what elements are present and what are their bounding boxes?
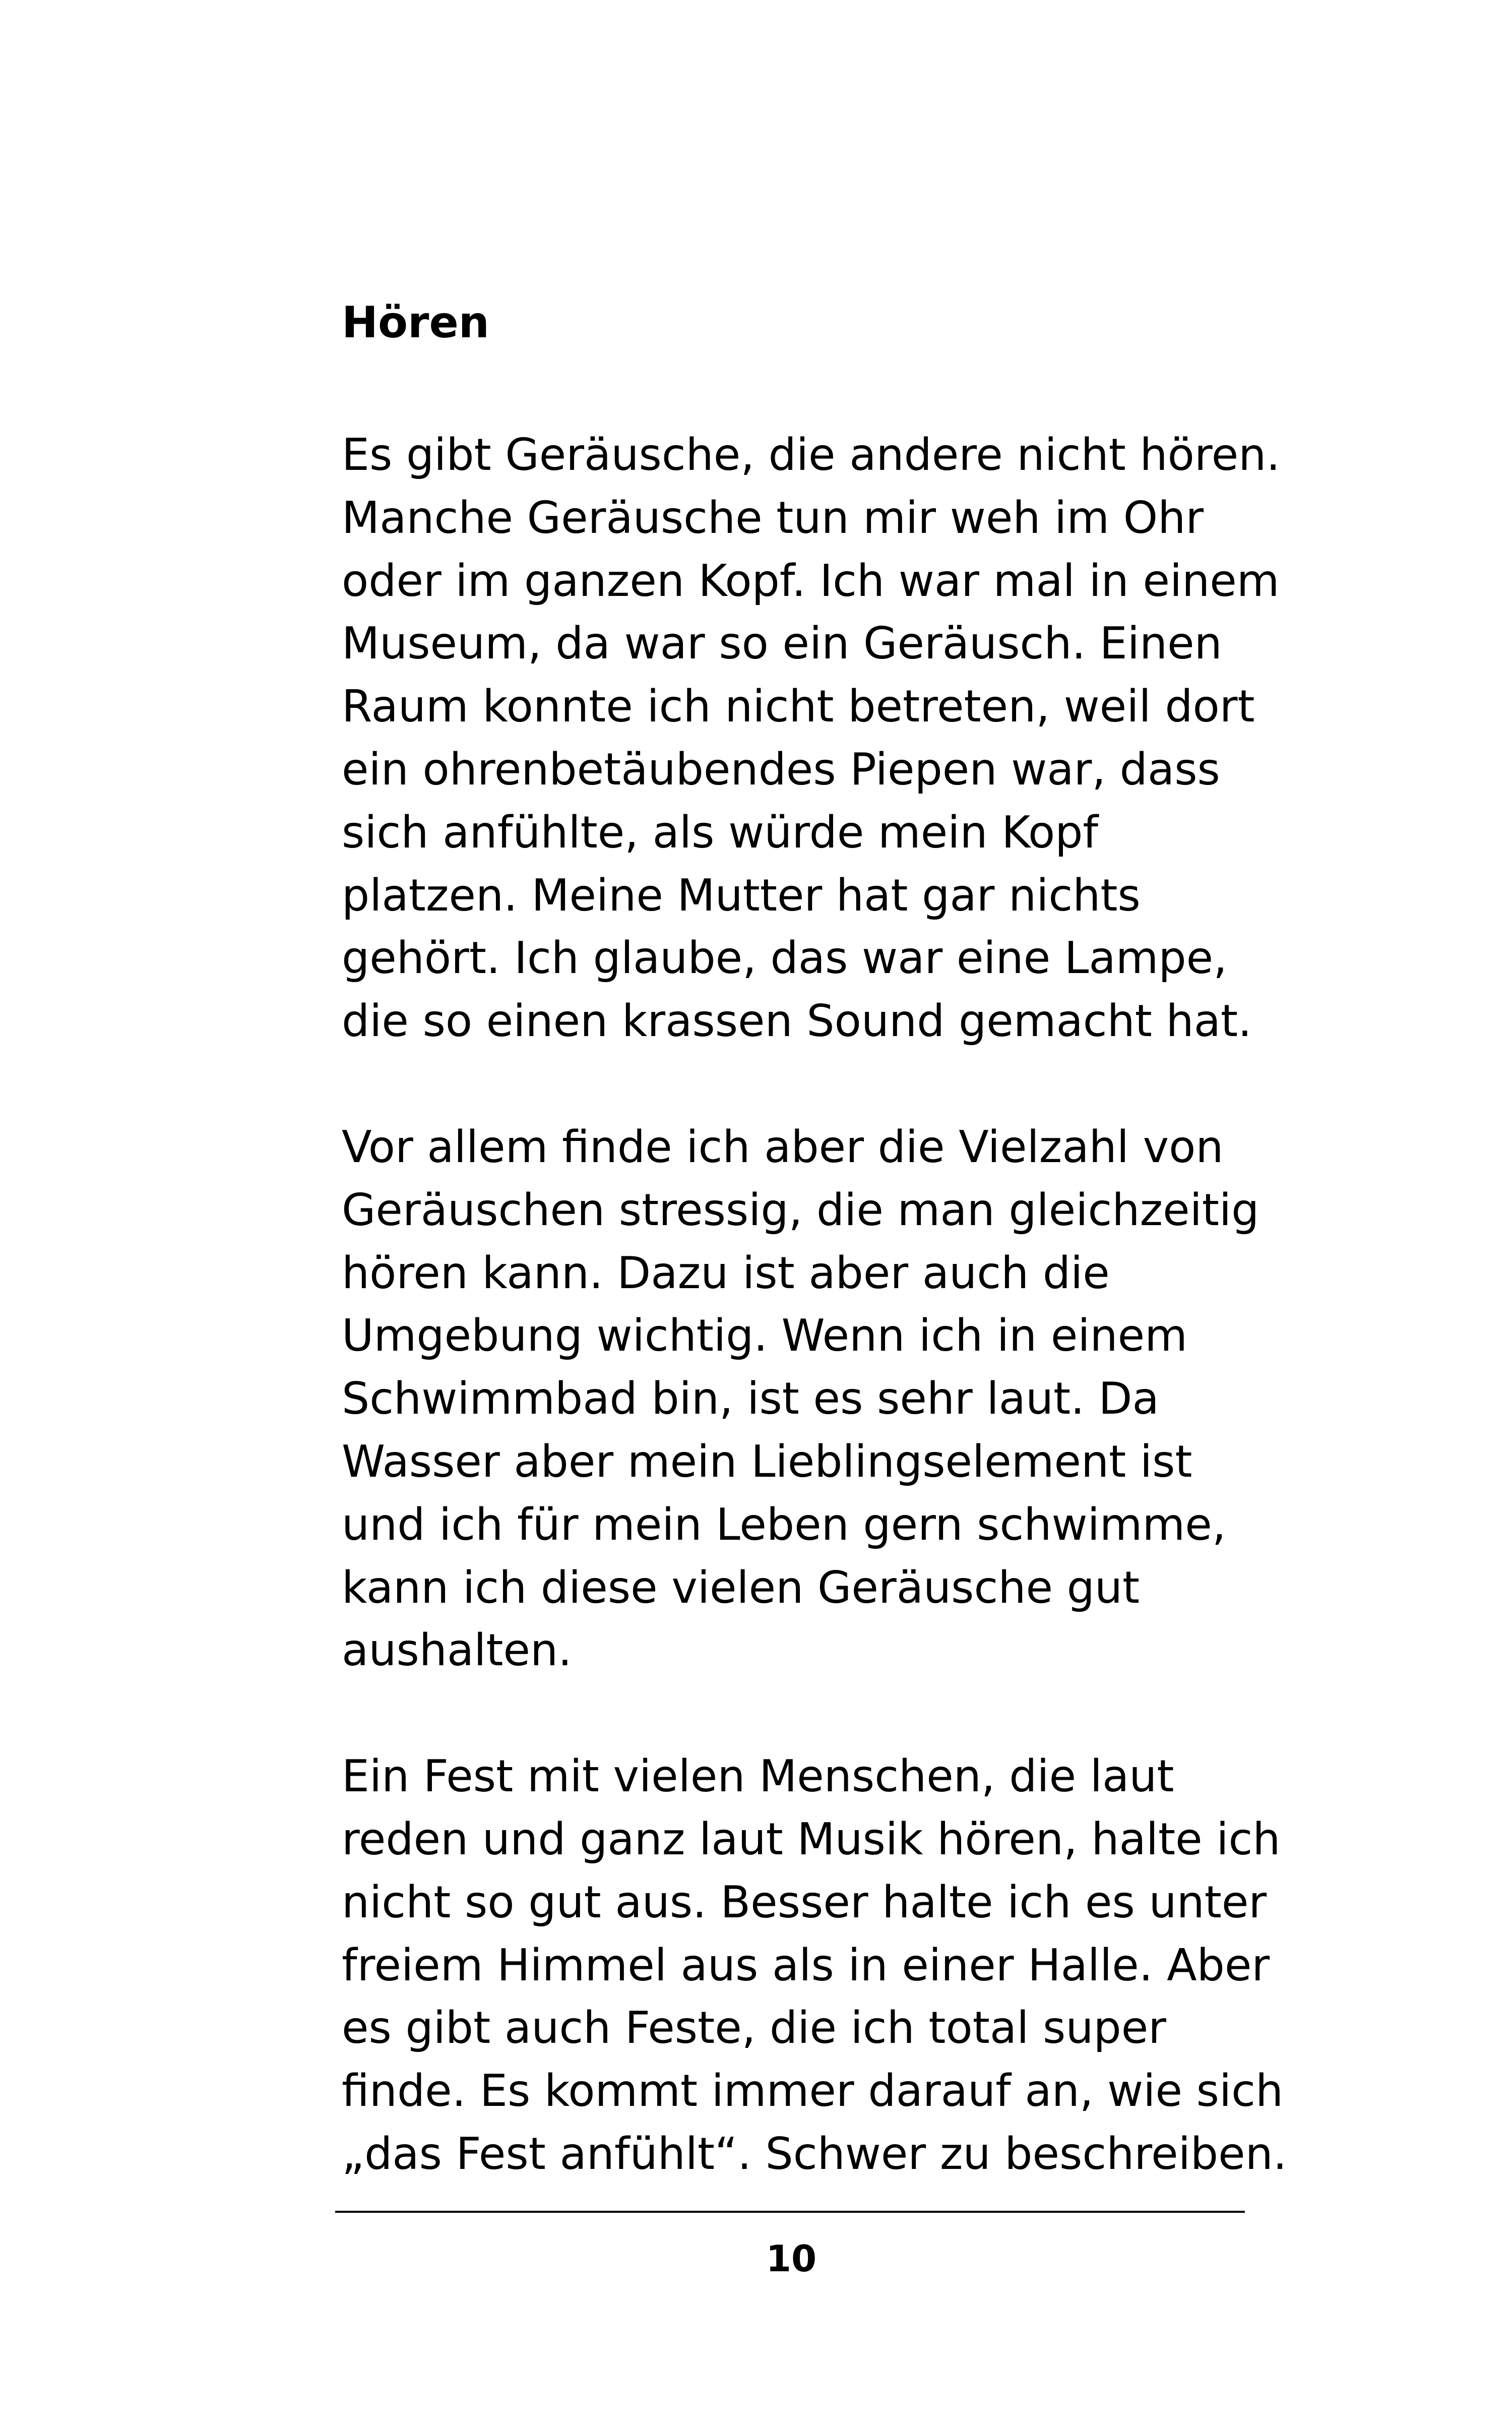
text-line: die so einen krassen Sound gemacht hat. bbox=[342, 995, 1252, 1047]
text-line: nicht so gut aus. Besser halte ich es unter bbox=[342, 1876, 1267, 1928]
text-line: Raum konnte ich nicht betreten, weil dort bbox=[342, 681, 1255, 733]
text-line: „das Fest anfühlt“. Schwer zu beschreiben. bbox=[342, 2128, 1287, 2180]
text-line: Wasser aber mein Lieblingselement ist bbox=[342, 1435, 1192, 1487]
text-line: finde. Es kommt immer darauf an, wie sich bbox=[342, 2065, 1284, 2117]
paragraph-1 bbox=[342, 424, 1281, 1053]
text-line: sich anfühlte, als würde mein Kopf bbox=[342, 806, 1099, 858]
text-line: und ich für mein Leben gern schwimme, bbox=[342, 1498, 1226, 1550]
text-line: kann ich diese vielen Geräusche gut bbox=[342, 1561, 1140, 1613]
text-line: Umgebung wichtig. Wenn ich in einem bbox=[342, 1310, 1187, 1362]
text-line: hören kann. Dazu ist aber auch die bbox=[342, 1247, 1110, 1299]
section-heading: Hören bbox=[342, 297, 490, 348]
text-line: es gibt auch Feste, die ich total super bbox=[342, 2002, 1167, 2054]
text-line: oder im ganzen Kopf. Ich war mal in einem bbox=[342, 555, 1280, 607]
text-line: Es gibt Geräusche, die andere nicht hören. bbox=[342, 429, 1281, 480]
text-line: Museum, da war so ein Geräusch. Einen bbox=[342, 618, 1222, 670]
text-line: platzen. Meine Mutter hat gar nichts bbox=[342, 869, 1141, 921]
paragraph-2 bbox=[342, 1116, 1264, 1682]
page-content bbox=[342, 297, 1287, 2249]
text-line: ein ohrenbetäubendes Piepen war, dass bbox=[342, 743, 1220, 795]
text-line: aushalten. bbox=[342, 1624, 572, 1676]
paragraph-3 bbox=[342, 1745, 1287, 2186]
page-number: 10 bbox=[766, 2237, 817, 2280]
text-line: Schwimmbad bin, ist es sehr laut. Da bbox=[342, 1373, 1159, 1425]
text-line: reden und ganz laut Musik hören, halte ich bbox=[342, 1813, 1281, 1865]
footer-divider bbox=[335, 2211, 1245, 2213]
text-line: Manche Geräusche tun mir weh im Ohr bbox=[342, 492, 1204, 543]
text-line: gehört. Ich glaube, das war eine Lampe, bbox=[342, 932, 1227, 984]
text-line: Vor allem finde ich aber die Vielzahl von bbox=[342, 1121, 1224, 1173]
text-line: Ein Fest mit vielen Menschen, die laut bbox=[342, 1750, 1174, 1802]
text-line: freiem Himmel aus als in einer Halle. Aber bbox=[342, 1939, 1270, 1991]
text-line: Geräuschen stressig, die man gleichzeitig bbox=[342, 1184, 1259, 1236]
